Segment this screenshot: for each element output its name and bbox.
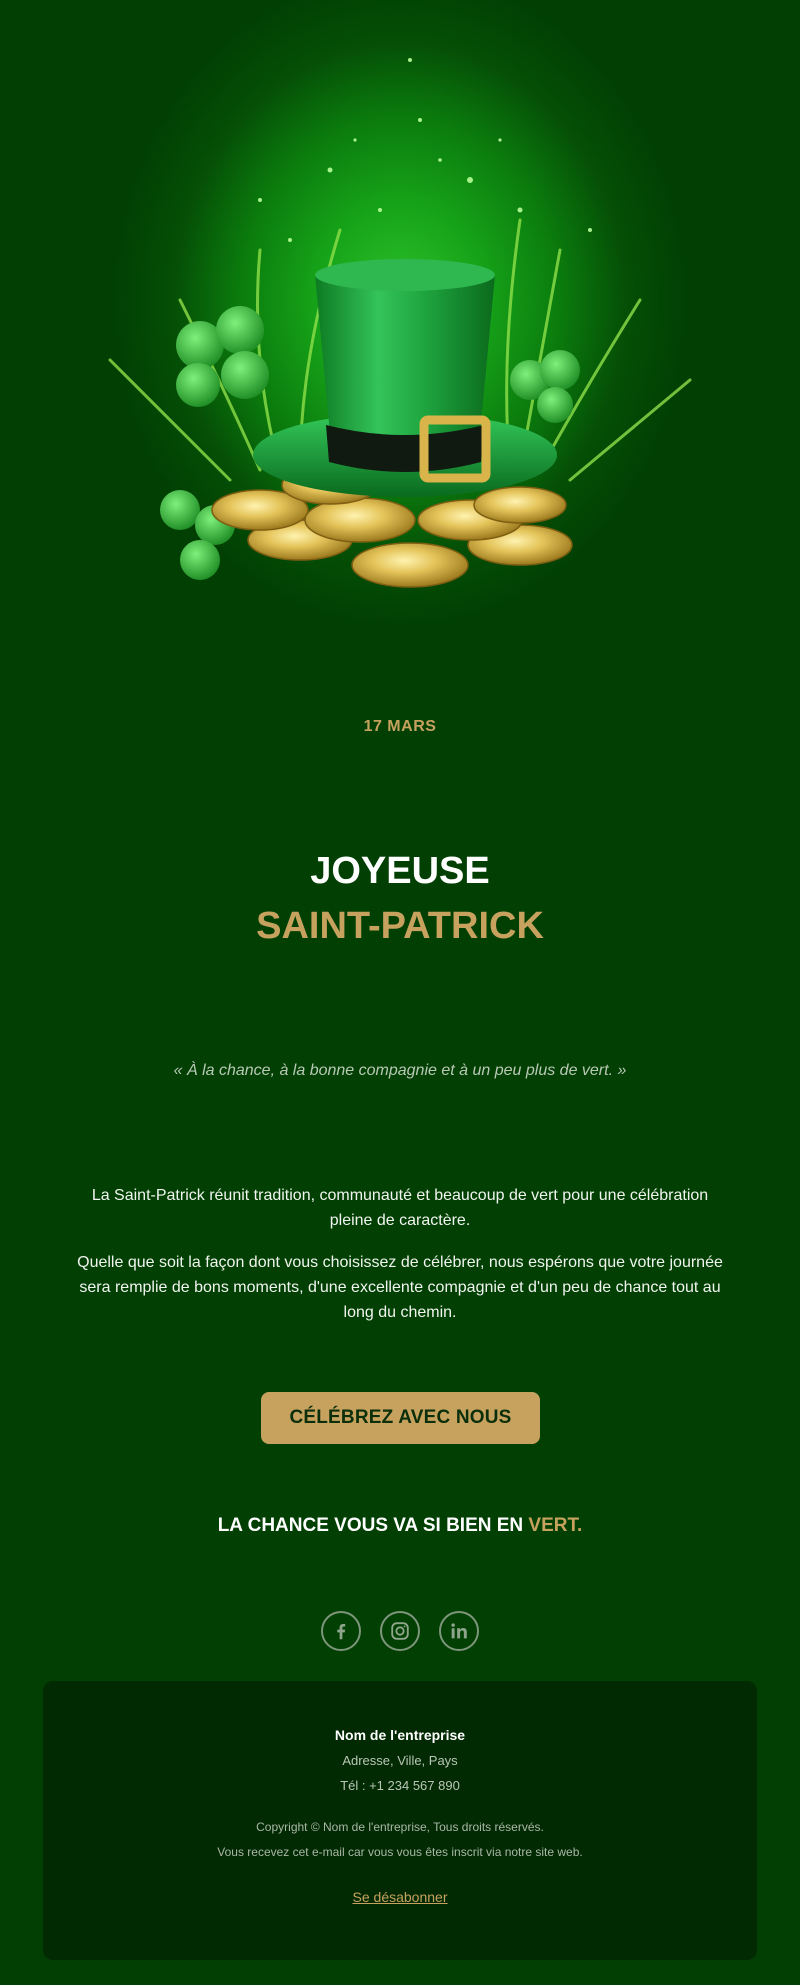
leprechaun-hat-illustration [0,0,800,680]
celebrate-button[interactable]: CÉLÉBREZ AVEC NOUS [261,1392,540,1444]
footer [43,1681,757,1960]
facebook-link[interactable] [321,1611,361,1651]
footer-phone: Tél : +1 234 567 890 [340,1778,460,1793]
footer-company-name: Nom de l'entreprise [334,1727,466,1743]
body-paragraph-1: La Saint-Patrick réunit tradition, communauté et beaucoup de vert pour une célébration pleine de caractère. [91,1187,709,1229]
quote-text: « À la chance, à la bonne compagnie et à un peu plus de vert. » [173,1062,627,1079]
footer-subscription-notice: Vous recevez cet e-mail car vous vous êtes inscrit via notre site web. [217,1845,583,1859]
linkedin-icon [448,1620,470,1642]
title-line-joyeuse: JOYEUSE [310,850,490,892]
tagline [0,1515,800,1537]
tagline-prefix: LA CHANCE VOUS VA SI BIEN EN [217,1515,529,1536]
tagline-highlight: VERT. [528,1515,583,1536]
facebook-icon [330,1620,352,1642]
social-links [0,1611,800,1651]
instagram-link[interactable] [380,1611,420,1651]
event-date: 17 MARS [363,718,437,735]
footer-copyright: Copyright © Nom de l'entreprise, Tous droits réservés. [256,1820,544,1834]
hero-banner [0,0,800,680]
footer-address: Adresse, Ville, Pays [342,1753,458,1768]
unsubscribe-link[interactable]: Se désabonner [352,1889,448,1905]
instagram-icon [389,1620,411,1642]
unsubscribe-wrapper [43,1889,757,1905]
body-paragraph-2: Quelle que soit la façon dont vous choisissez de célébrer, nous espérons que votre journée sera remplie de bons moments, d'une excellente compagnie et d'un peu de chance tout au long du chemin. [77,1254,723,1321]
title-line-saint-patrick: SAINT-PATRICK [256,905,544,947]
linkedin-link[interactable] [439,1611,479,1651]
